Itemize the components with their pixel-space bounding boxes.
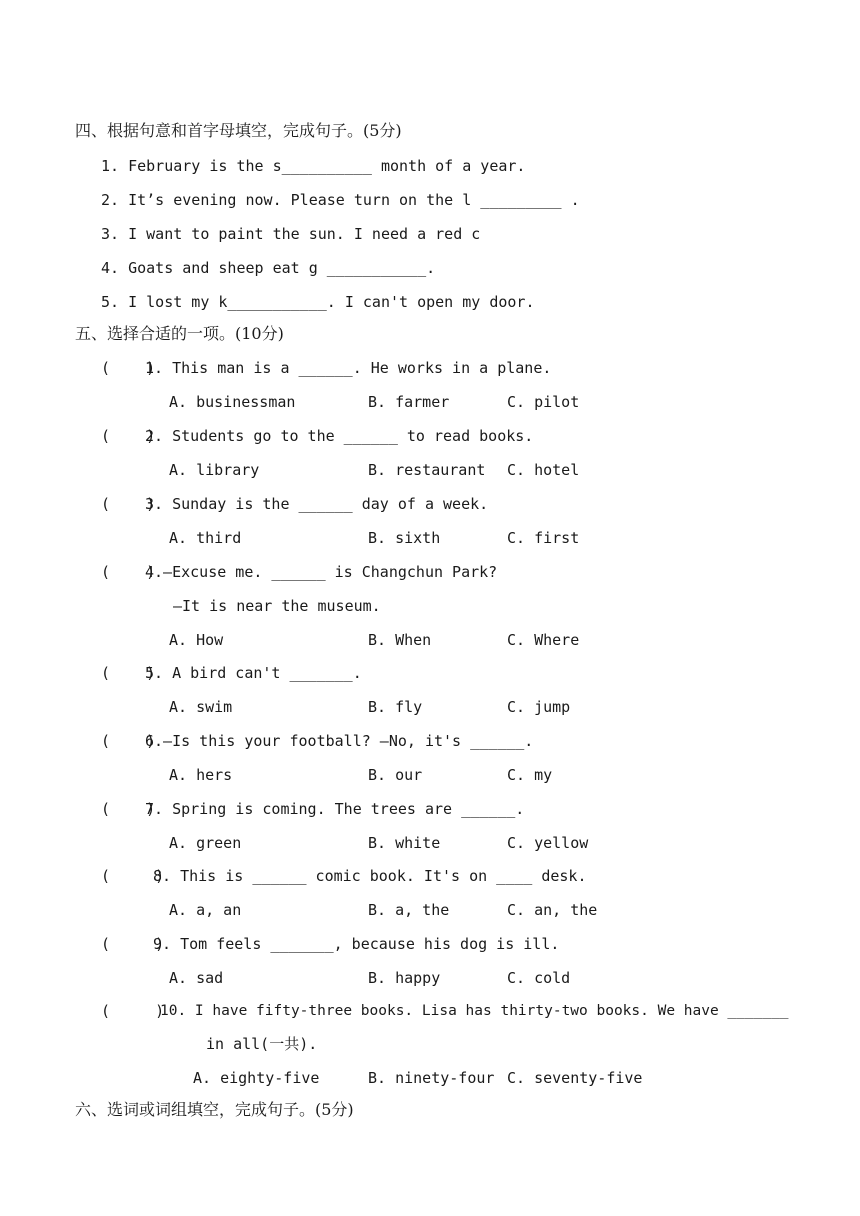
fill-item-4: 4. Goats and sheep eat g ___________. bbox=[101, 259, 436, 277]
option-b: B. farmer bbox=[368, 393, 450, 411]
option-b: B. our bbox=[368, 766, 423, 784]
answer-bracket[interactable]: ( ) bbox=[101, 359, 156, 377]
question-stem: 1. This man is a ______. He works in a plane. bbox=[145, 359, 552, 377]
option-c: C. jump bbox=[507, 698, 571, 716]
option-a: A. eighty-five bbox=[193, 1069, 320, 1087]
answer-bracket[interactable]: ( ) bbox=[101, 800, 156, 818]
option-a: A. hers bbox=[169, 766, 233, 784]
answer-bracket[interactable]: ( ) bbox=[101, 1002, 165, 1020]
option-a: A. library bbox=[169, 461, 260, 479]
question-stem: 9. Tom feels _______, because his dog is ill. bbox=[153, 935, 560, 953]
answer-bracket[interactable]: ( ) bbox=[101, 427, 156, 445]
question-stem: 2. Students go to the ______ to read books. bbox=[145, 427, 534, 445]
question-stem: 5. A bird can't _______. bbox=[145, 664, 362, 682]
section5-title: 五、选择合适的一项。(10分) bbox=[75, 324, 284, 343]
question-stem: 4.—Excuse me. ______ is Changchun Park? bbox=[145, 563, 498, 581]
option-b: B. When bbox=[368, 631, 432, 649]
option-a: A. swim bbox=[169, 698, 233, 716]
question-stem: 6.—Is this your football? —No, it's ______. bbox=[145, 732, 534, 750]
answer-bracket[interactable]: ( ) bbox=[101, 867, 165, 885]
question-stem: 7. Spring is coming. The trees are ______. bbox=[145, 800, 525, 818]
option-a: A. businessman bbox=[169, 393, 296, 411]
option-b: B. white bbox=[368, 834, 441, 852]
option-c: C. hotel bbox=[507, 461, 580, 479]
option-b: B. restaurant bbox=[368, 461, 486, 479]
option-a: A. How bbox=[169, 631, 224, 649]
option-c: C. my bbox=[507, 766, 553, 784]
option-c: C. Where bbox=[507, 631, 580, 649]
option-a: A. third bbox=[169, 529, 242, 547]
option-c: C. pilot bbox=[507, 393, 580, 411]
option-b: B. fly bbox=[368, 698, 423, 716]
option-b: B. a, the bbox=[368, 901, 450, 919]
answer-bracket[interactable]: ( ) bbox=[101, 495, 156, 513]
option-c: C. cold bbox=[507, 969, 571, 987]
option-b: B. ninety-four bbox=[368, 1069, 495, 1087]
option-c: C. yellow bbox=[507, 834, 589, 852]
option-b: B. sixth bbox=[368, 529, 441, 547]
question-stem-continued: in all(一共). bbox=[206, 1035, 318, 1053]
fill-item-2: 2. It’s evening now. Please turn on the l _________ . bbox=[101, 191, 580, 209]
fill-item-3: 3. I want to paint the sun. I need a red c bbox=[101, 225, 481, 243]
answer-bracket[interactable]: ( ) bbox=[101, 732, 156, 750]
question-stem-reply: —It is near the museum. bbox=[173, 597, 381, 615]
fill-item-5: 5. I lost my k___________. I can't open my door. bbox=[101, 293, 535, 311]
question-stem: 10. I have fifty-three books. Lisa has thirty-two books. We have _______ bbox=[160, 1003, 789, 1019]
question-stem: 8. This is ______ comic book. It's on ____ desk. bbox=[153, 867, 587, 885]
answer-bracket[interactable]: ( ) bbox=[101, 664, 156, 682]
answer-bracket[interactable]: ( ) bbox=[101, 563, 156, 581]
question-stem: 3. Sunday is the ______ day of a week. bbox=[145, 495, 489, 513]
option-c: C. an, the bbox=[507, 901, 598, 919]
option-a: A. sad bbox=[169, 969, 224, 987]
option-c: C. first bbox=[507, 529, 580, 547]
option-a: A. green bbox=[169, 834, 242, 852]
answer-bracket[interactable]: ( ) bbox=[101, 935, 165, 953]
section6-title: 六、选词或词组填空，完成句子。(5分) bbox=[75, 1100, 354, 1119]
fill-item-1: 1. February is the s__________ month of a year. bbox=[101, 157, 526, 175]
section4-title: 四、根据句意和首字母填空，完成句子。(5分) bbox=[75, 121, 402, 140]
option-a: A. a, an bbox=[169, 901, 242, 919]
option-c: C. seventy-five bbox=[507, 1069, 643, 1087]
option-b: B. happy bbox=[368, 969, 441, 987]
